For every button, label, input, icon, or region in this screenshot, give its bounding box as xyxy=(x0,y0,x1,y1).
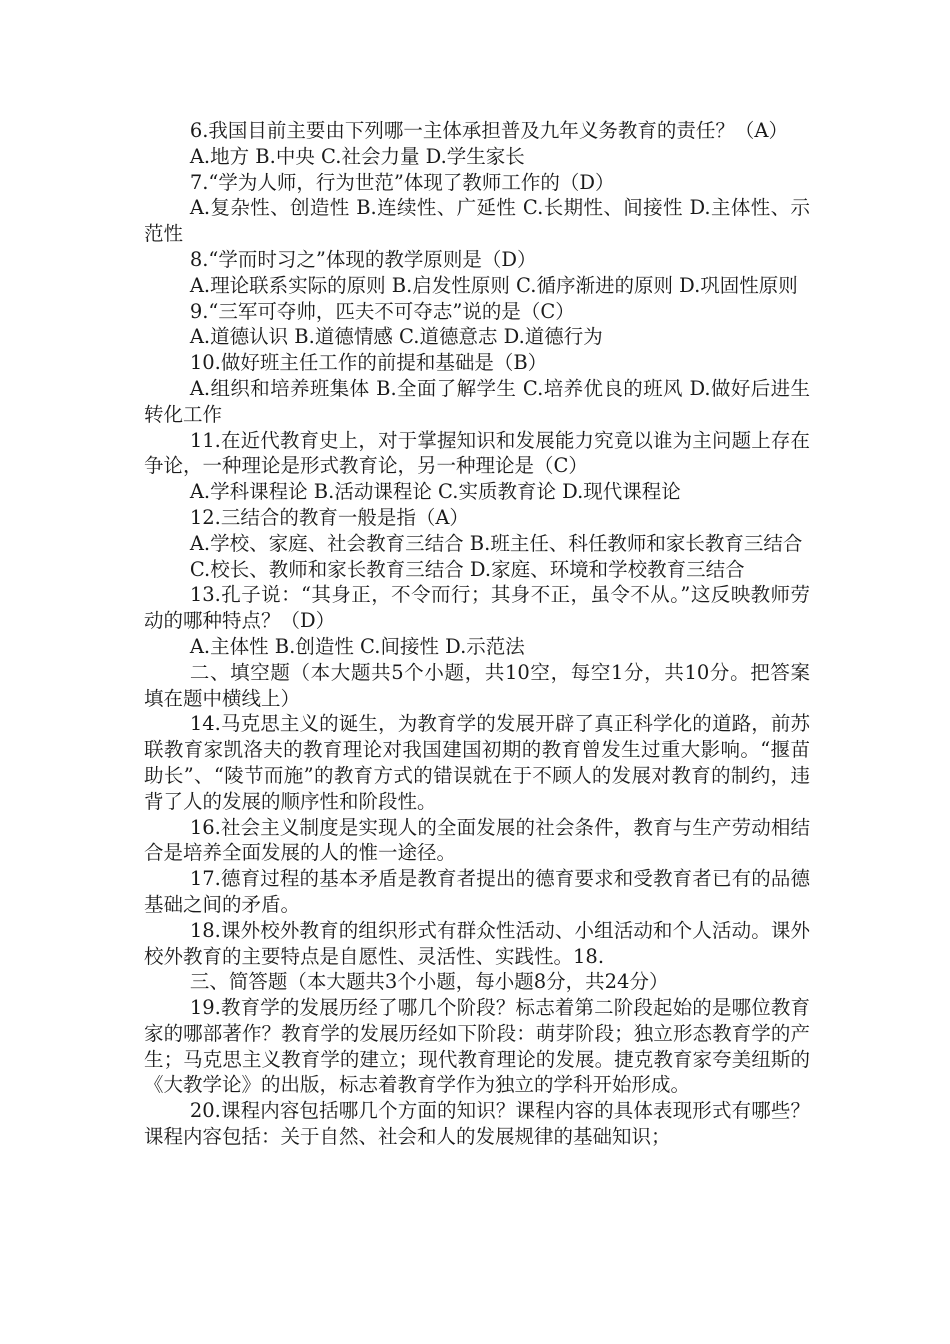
question-10-options: A.组织和培养班集体 B.全面了解学生 C.培养优良的班风 D.做好后进生转化工作 xyxy=(144,376,810,426)
answer-16: 16.社会主义制度是实现人的全面发展的社会条件，教育与生产劳动相结合是培养全面发展的人的惟一途径。 xyxy=(144,815,810,865)
question-9: 9.“三军可夺帅，匹夫不可夺志”说的是（C） xyxy=(189,299,575,323)
answer-18: 18.课外校外教育的组织形式有群众性活动、小组活动和个人活动。课外校外教育的主要特点是自愿性、灵活性、实践性。18. xyxy=(144,918,810,968)
question-9-options: A.道德认识 B.道德情感 C.道德意志 D.道德行为 xyxy=(189,325,603,349)
question-6: 6.我国目前主要由下列哪一主体承担普及九年义务教育的责任？（A） xyxy=(189,119,789,142)
document-page xyxy=(144,118,810,1150)
question-13: 13.孔子说：“其身正，不令而行；其身不正，虽令不从。”这反映教师劳动的哪种特点？（D） xyxy=(144,583,810,633)
question-11: 11.在近代教育史上，对于掌握知识和发展能力究竟以谁为主问题上存在争论，一种理论是形式教育论，另一种理论是（C） xyxy=(144,428,810,478)
question-7-options: A.复杂性、创造性 B.连续性、广延性 C.长期性、间接性 D.主体性、示范性 xyxy=(144,196,810,246)
answer-14: 14.马克思主义的诞生，为教育学的发展开辟了真正科学化的道路，前苏联教育家凯洛夫的教育理论对我国建国初期的教育曾发生过重大影响。“揠苗助长”、“陵节而施”的教育方式的错误就在于不顾人的发展对教育的制约，违背了人的发展的顺序性和阶段性。 xyxy=(144,712,810,813)
question-12-options-cd: C.校长、教师和家长教育三结合 D.家庭、环境和学校教育三结合 xyxy=(189,557,745,581)
answer-19: 19.教育学的发展历经了哪几个阶段？标志着第二阶段起始的是哪位教育家的哪部著作？教育学的发展历经如下阶段：萌芽阶段；独立形态教育学的产生；马克思主义教育学的建立；现代教育理论的发展。捷克教育家夸美纽斯的《大教学论》的出版，标志着教育学作为独立的学科开始形成。 xyxy=(144,996,810,1097)
answer-20: 20.课程内容包括哪几个方面的知识？课程内容的具体表现形式有哪些？课程内容包括：关于自然、社会和人的发展规律的基础知识； xyxy=(144,1099,810,1149)
question-8-options: A.理论联系实际的原则 B.启发性原则 C.循序渐进的原则 D.巩固性原则 xyxy=(189,273,798,297)
question-13-options: A.主体性 B.创造性 C.间接性 D.示范法 xyxy=(189,634,525,658)
section-short-answer-heading: 三、简答题（本大题共3个小题，每小题8分，共24分） xyxy=(189,970,669,994)
question-7: 7.“学为人师，行为世范”体现了教师工作的（D） xyxy=(189,170,615,194)
question-10: 10.做好班主任工作的前提和基础是（B） xyxy=(189,351,548,375)
question-12-options-ab: A.学校、家庭、社会教育三结合 B.班主任、科任教师和家长教育三结合 xyxy=(189,531,803,555)
question-11-options: A.学科课程论 B.活动课程论 C.实质教育论 D.现代课程论 xyxy=(189,480,681,504)
question-6-options: A.地方 B.中央 C.社会力量 D.学生家长 xyxy=(189,144,525,168)
question-8: 8.“学而时习之”体现的教学原则是（D） xyxy=(189,247,537,271)
question-12: 12.三结合的教育一般是指（A） xyxy=(189,505,469,529)
section-fill-in-heading: 二、填空题（本大题共5个小题，共10空，每空1分，共10分。把答案填在题中横线上） xyxy=(144,660,810,710)
answer-17: 17.德育过程的基本矛盾是教育者提出的德育要求和受教育者已有的品德基础之间的矛盾。 xyxy=(144,867,810,916)
